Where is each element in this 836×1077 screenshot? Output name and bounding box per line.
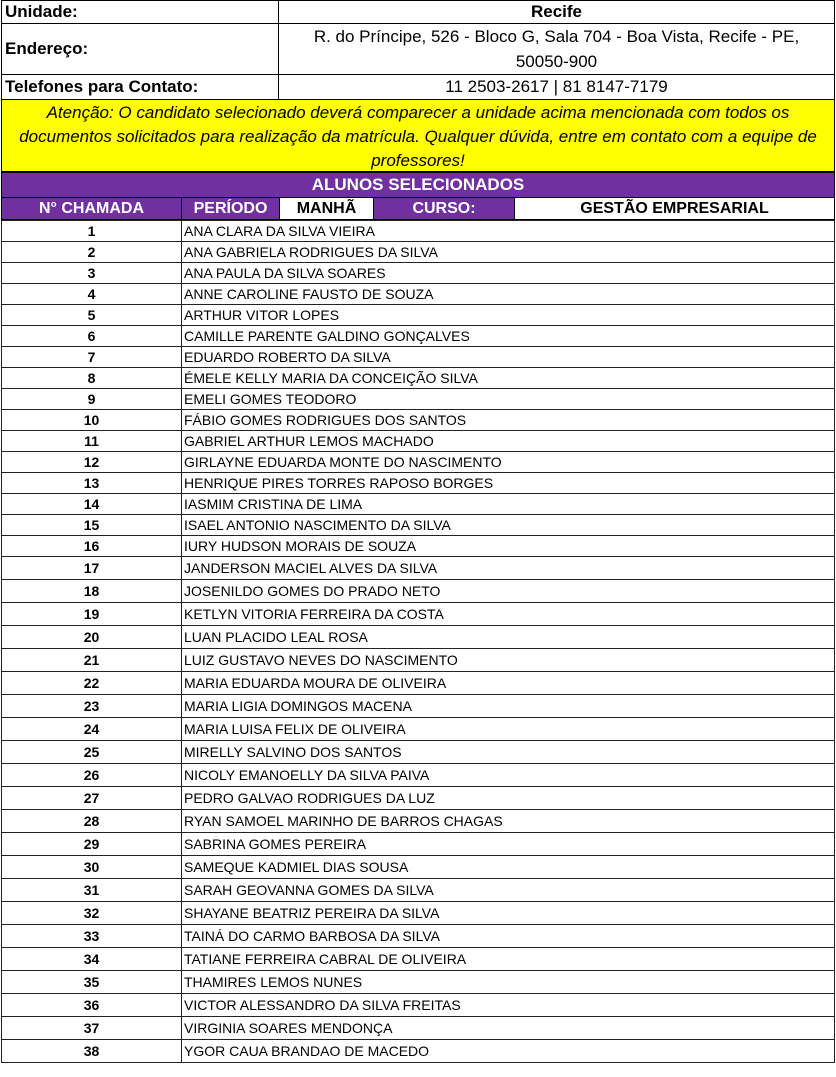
student-name: SABRINA GOMES PEREIRA: [182, 833, 835, 856]
call-number: 24: [2, 718, 182, 741]
student-name: EMELI GOMES TEODORO: [182, 389, 835, 410]
call-number: 27: [2, 787, 182, 810]
phones-label: Telefones para Contato:: [2, 75, 279, 100]
student-name: MIRELLY SALVINO DOS SANTOS: [182, 741, 835, 764]
table-row: [2, 410, 835, 431]
call-number: 5: [2, 305, 182, 326]
table-row: [2, 603, 835, 626]
call-number: 12: [2, 452, 182, 473]
column-header-row: [2, 198, 835, 220]
unit-label: Unidade:: [2, 1, 279, 24]
call-number: 21: [2, 649, 182, 672]
student-name: FÁBIO GOMES RODRIGUES DOS SANTOS: [182, 410, 835, 431]
call-number: 14: [2, 494, 182, 515]
period-value: MANHÃ: [280, 198, 374, 220]
call-number: 33: [2, 925, 182, 948]
student-name: NICOLY EMANOELLY DA SILVA PAIVA: [182, 764, 835, 787]
student-name: SAMEQUE KADMIEL DIAS SOUSA: [182, 856, 835, 879]
unit-info-table: [1, 0, 835, 100]
call-number: 37: [2, 1017, 182, 1040]
students-table: [1, 220, 835, 1063]
call-number: 18: [2, 580, 182, 603]
student-name: ANA PAULA DA SILVA SOARES: [182, 263, 835, 284]
notice-banner: Atenção: O candidato selecionado deverá comparecer a unidade acima mencionada com todos os documentos solicitados para realização da matrícula. Qualquer dúvida, entre em contato com a equipe de professores!: [1, 100, 835, 172]
table-row: [2, 833, 835, 856]
student-name: TAINÁ DO CARMO BARBOSA DA SILVA: [182, 925, 835, 948]
table-row: [2, 1017, 835, 1040]
call-number: 7: [2, 347, 182, 368]
table-row: [2, 305, 835, 326]
table-row: [2, 431, 835, 452]
call-number: 29: [2, 833, 182, 856]
list-title: ALUNOS SELECIONADOS: [2, 173, 835, 198]
student-name: ISAEL ANTONIO NASCIMENTO DA SILVA: [182, 515, 835, 536]
table-row: [2, 347, 835, 368]
student-name: SARAH GEOVANNA GOMES DA SILVA: [182, 879, 835, 902]
table-row: [2, 925, 835, 948]
table-row: [2, 494, 835, 515]
table-row: [2, 557, 835, 580]
call-number: 9: [2, 389, 182, 410]
table-row: [2, 902, 835, 925]
student-name: VIRGINIA SOARES MENDONÇA: [182, 1017, 835, 1040]
student-name: MARIA LIGIA DOMINGOS MACENA: [182, 695, 835, 718]
address-value: R. do Príncipe, 526 - Bloco G, Sala 704 - Boa Vista, Recife - PE, 50050-900: [279, 24, 835, 75]
student-name: MARIA EDUARDA MOURA DE OLIVEIRA: [182, 672, 835, 695]
call-number: 38: [2, 1040, 182, 1063]
student-name: VICTOR ALESSANDRO DA SILVA FREITAS: [182, 994, 835, 1017]
table-row: [2, 626, 835, 649]
students-body: [2, 221, 835, 1063]
table-row: [2, 536, 835, 557]
list-title-row: [2, 173, 835, 198]
student-name: LUIZ GUSTAVO NEVES DO NASCIMENTO: [182, 649, 835, 672]
call-number: 16: [2, 536, 182, 557]
student-name: MARIA LUISA FELIX DE OLIVEIRA: [182, 718, 835, 741]
table-row: [2, 741, 835, 764]
table-row: [2, 284, 835, 305]
call-number: 1: [2, 221, 182, 242]
table-row: [2, 515, 835, 536]
student-name: ARTHUR VITOR LOPES: [182, 305, 835, 326]
table-row: [2, 368, 835, 389]
call-number: 25: [2, 741, 182, 764]
call-number: 8: [2, 368, 182, 389]
student-name: CAMILLE PARENTE GALDINO GONÇALVES: [182, 326, 835, 347]
call-number: 28: [2, 810, 182, 833]
table-row: [2, 672, 835, 695]
table-row: [2, 718, 835, 741]
student-name: ANA GABRIELA RODRIGUES DA SILVA: [182, 242, 835, 263]
course-value: GESTÃO EMPRESARIAL: [515, 198, 835, 220]
student-name: THAMIRES LEMOS NUNES: [182, 971, 835, 994]
students-header: [1, 172, 835, 220]
student-name: IURY HUDSON MORAIS DE SOUZA: [182, 536, 835, 557]
unit-row: [2, 1, 835, 24]
call-number: 30: [2, 856, 182, 879]
call-number: 36: [2, 994, 182, 1017]
call-number: 23: [2, 695, 182, 718]
call-number: 34: [2, 948, 182, 971]
student-name: JOSENILDO GOMES DO PRADO NETO: [182, 580, 835, 603]
call-number: 31: [2, 879, 182, 902]
student-name: ANNE CAROLINE FAUSTO DE SOUZA: [182, 284, 835, 305]
student-name: GIRLAYNE EDUARDA MONTE DO NASCIMENTO: [182, 452, 835, 473]
call-number: 3: [2, 263, 182, 284]
selection-sheet: [1, 0, 835, 1063]
table-row: [2, 649, 835, 672]
table-row: [2, 452, 835, 473]
number-header: N° CHAMADA: [2, 198, 182, 220]
table-row: [2, 764, 835, 787]
call-number: 13: [2, 473, 182, 494]
student-name: ANA CLARA DA SILVA VIEIRA: [182, 221, 835, 242]
table-row: [2, 994, 835, 1017]
student-name: EDUARDO ROBERTO DA SILVA: [182, 347, 835, 368]
address-row: [2, 24, 835, 75]
student-name: HENRIQUE PIRES TORRES RAPOSO BORGES: [182, 473, 835, 494]
table-row: [2, 695, 835, 718]
table-row: [2, 242, 835, 263]
call-number: 2: [2, 242, 182, 263]
call-number: 15: [2, 515, 182, 536]
phones-row: [2, 75, 835, 100]
call-number: 26: [2, 764, 182, 787]
student-name: SHAYANE BEATRIZ PEREIRA DA SILVA: [182, 902, 835, 925]
table-row: [2, 856, 835, 879]
student-name: LUAN PLACIDO LEAL ROSA: [182, 626, 835, 649]
student-name: KETLYN VITORIA FERREIRA DA COSTA: [182, 603, 835, 626]
student-name: YGOR CAUA BRANDAO DE MACEDO: [182, 1040, 835, 1063]
table-row: [2, 326, 835, 347]
student-name: RYAN SAMOEL MARINHO DE BARROS CHAGAS: [182, 810, 835, 833]
phones-value: 11 2503-2617 | 81 8147-7179: [279, 75, 835, 100]
call-number: 11: [2, 431, 182, 452]
call-number: 32: [2, 902, 182, 925]
table-row: [2, 263, 835, 284]
call-number: 10: [2, 410, 182, 431]
table-row: [2, 389, 835, 410]
course-label: CURSO:: [374, 198, 515, 220]
table-row: [2, 580, 835, 603]
unit-value: Recife: [279, 1, 835, 24]
call-number: 4: [2, 284, 182, 305]
call-number: 17: [2, 557, 182, 580]
student-name: TATIANE FERREIRA CABRAL DE OLIVEIRA: [182, 948, 835, 971]
student-name: JANDERSON MACIEL ALVES DA SILVA: [182, 557, 835, 580]
address-label: Endereço:: [2, 24, 279, 75]
period-label: PERÍODO: [182, 198, 280, 220]
call-number: 22: [2, 672, 182, 695]
call-number: 19: [2, 603, 182, 626]
table-row: [2, 1040, 835, 1063]
call-number: 6: [2, 326, 182, 347]
table-row: [2, 787, 835, 810]
student-name: IASMIM CRISTINA DE LIMA: [182, 494, 835, 515]
table-row: [2, 948, 835, 971]
table-row: [2, 473, 835, 494]
call-number: 35: [2, 971, 182, 994]
table-row: [2, 221, 835, 242]
student-name: ÉMELE KELLY MARIA DA CONCEIÇÃO SILVA: [182, 368, 835, 389]
call-number: 20: [2, 626, 182, 649]
table-row: [2, 810, 835, 833]
student-name: PEDRO GALVAO RODRIGUES DA LUZ: [182, 787, 835, 810]
student-name: GABRIEL ARTHUR LEMOS MACHADO: [182, 431, 835, 452]
table-row: [2, 879, 835, 902]
table-row: [2, 971, 835, 994]
